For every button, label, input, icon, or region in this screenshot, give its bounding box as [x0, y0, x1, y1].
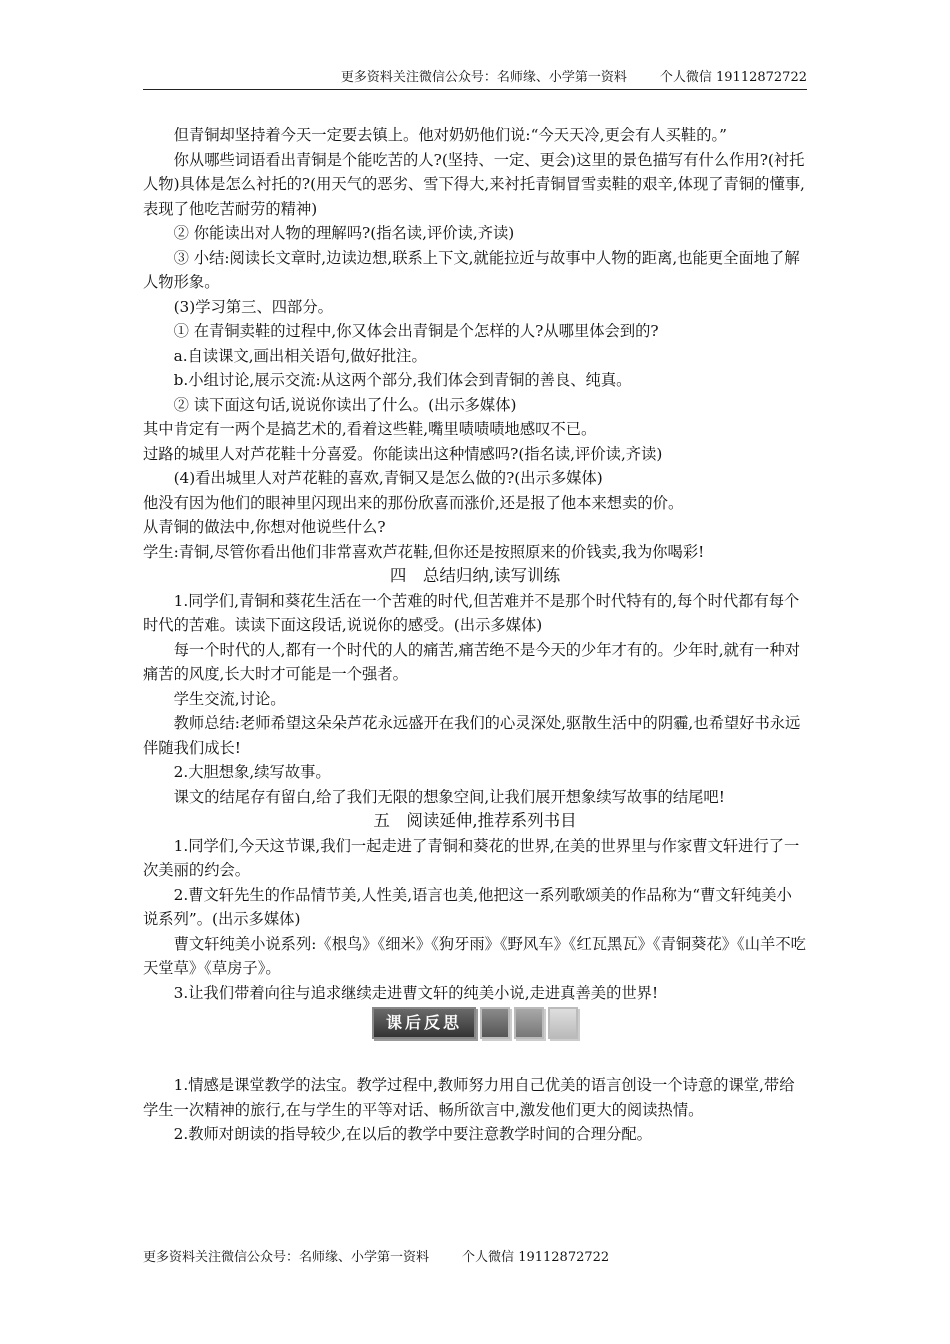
paragraph: (3)学习第三、四部分。 — [173, 297, 333, 316]
reflection-banner — [143, 1007, 807, 1039]
paragraph: 课文的结尾存有留白,给了我们无限的想象空间,让我们展开想象续写故事的结尾吧! — [173, 787, 725, 806]
paragraph: a.自读课文,画出相关语句,做好批注。 — [173, 346, 427, 365]
page-header: 更多资料关注微信公众号：名师缘、小学第一资料 个人微信 19112872722 — [143, 66, 807, 90]
paragraph: 2.大胆想象,续写故事。 — [173, 763, 331, 781]
paragraph: 学生交流,讨论。 — [173, 689, 286, 708]
document-body — [143, 123, 807, 1147]
paragraph: 1.同学们,青铜和葵花生活在一个苦难的时代,但苦难并不是那个时代特有的,每个时代都有每个时代的苦难。读读下面这段话,说说你的感受。(出示多媒体) — [143, 591, 800, 634]
paragraph: 从青铜的做法中,你想对他说些什么? — [143, 518, 386, 536]
banner-square-decoration — [480, 1007, 510, 1039]
paragraph: 2.曹文轩先生的作品情节美,人性美,语言也美,他把这一系列歌颂美的作品称为“曹文轩纯美小说系列”。(出示多媒体) — [143, 885, 792, 928]
paragraph: 学生:青铜,尽管你看出他们非常喜欢芦花鞋,但你还是按照原来的价钱卖,我为你喝彩! — [143, 542, 705, 561]
paragraph: 2.教师对朗读的指导较少,在以后的教学中要注意教学时间的合理分配。 — [173, 1125, 652, 1143]
quote-paragraph: 每一个时代的人,都有一个时代的人的痛苦,痛苦绝不是今天的少年才有的。少年时,就有一种对痛苦的风度,长大时才可能是一个强者。 — [143, 640, 801, 683]
paragraph: 1.同学们,今天这节课,我们一起走进了青铜和葵花的世界,在美的世界里与作家曹文轩进行了一次美丽的约会。 — [143, 836, 800, 879]
banner-square-decoration — [548, 1007, 578, 1039]
reflection-banner-title: 课后反思 — [372, 1007, 476, 1039]
paragraph: 但青铜却坚持着今天一定要去镇上。他对奶奶他们说:“今天天冷,更会有人买鞋的。” — [173, 126, 727, 144]
paragraph: ③ 小结:阅读长文章时,边读边想,联系上下文,就能拉近与故事中人物的距离,也能更全面地了解人物形象。 — [143, 248, 800, 291]
paragraph: ② 读下面这句话,说说你读出了什么。(出示多媒体) — [173, 395, 517, 414]
spacer — [143, 1039, 807, 1073]
paragraph: 教师总结:老师希望这朵朵芦花永远盛开在我们的心灵深处,驱散生活中的阴霾,也希望好书永远伴随我们成长! — [143, 714, 801, 757]
quote-paragraph: 其中肯定有一两个是搞艺术的,看着这些鞋,嘴里啧啧啧地感叹不已。 — [143, 420, 597, 438]
paragraph: 过路的城里人对芦花鞋十分喜爱。你能读出这种情感吗?(指名读,评价读,齐读) — [143, 444, 663, 463]
paragraph: b.小组讨论,展示交流:从这两个部分,我们体会到青铜的善良、纯真。 — [173, 371, 632, 389]
paragraph: 1.情感是课堂教学的法宝。教学过程中,教师努力用自己优美的语言创设一个诗意的课堂,带给学生一次精神的旅行,在与学生的平等对话、畅所欲言中,激发他们更大的阅读热情。 — [143, 1076, 795, 1119]
page-footer: 更多资料关注微信公众号：名师缘、小学第一资料 个人微信 19112872722 — [143, 1250, 610, 1265]
quote-paragraph: 他没有因为他们的眼神里闪现出来的那份欣喜而涨价,还是报了他本来想卖的价。 — [143, 493, 684, 512]
paragraph: ② 你能读出对人物的理解吗?(指名读,评价读,齐读) — [173, 224, 515, 242]
section-extension — [143, 834, 807, 1006]
section-reflection — [143, 1073, 807, 1147]
section-heading-4: 四 总结归纳,读写训练 — [389, 566, 561, 585]
section-summary — [143, 589, 807, 810]
paragraph: (4)看出城里人对芦花鞋的喜欢,青铜又是怎么做的?(出示多媒体) — [173, 469, 603, 487]
paragraph: ① 在青铜卖鞋的过程中,你又体会出青铜是个怎样的人?从哪里体会到的? — [173, 322, 659, 340]
banner-square-decoration — [514, 1007, 544, 1039]
paragraph: 你从哪些词语看出青铜是个能吃苦的人?(坚持、一定、更会)这里的景色描写有什么作用?(衬托人物)具体是怎么衬托的?(用天气的恶劣、雪下得大,来衬托青铜冒雪卖鞋的艰辛,体现了青铜的懂事,表现了他吃苦耐劳的精神) — [143, 150, 805, 218]
section-reading-part-two — [143, 123, 807, 564]
section-heading-5: 五 阅读延伸,推荐系列书目 — [373, 811, 577, 830]
book-list-paragraph: 曹文轩纯美小说系列:《根鸟》《细米》《狗牙雨》《野风车》《红瓦黑瓦》《青铜葵花》《山羊不吃天堂草》《草房子》。 — [143, 934, 806, 977]
paragraph: 3.让我们带着向往与追求继续走进曹文轩的纯美小说,走进真善美的世界! — [173, 983, 659, 1002]
